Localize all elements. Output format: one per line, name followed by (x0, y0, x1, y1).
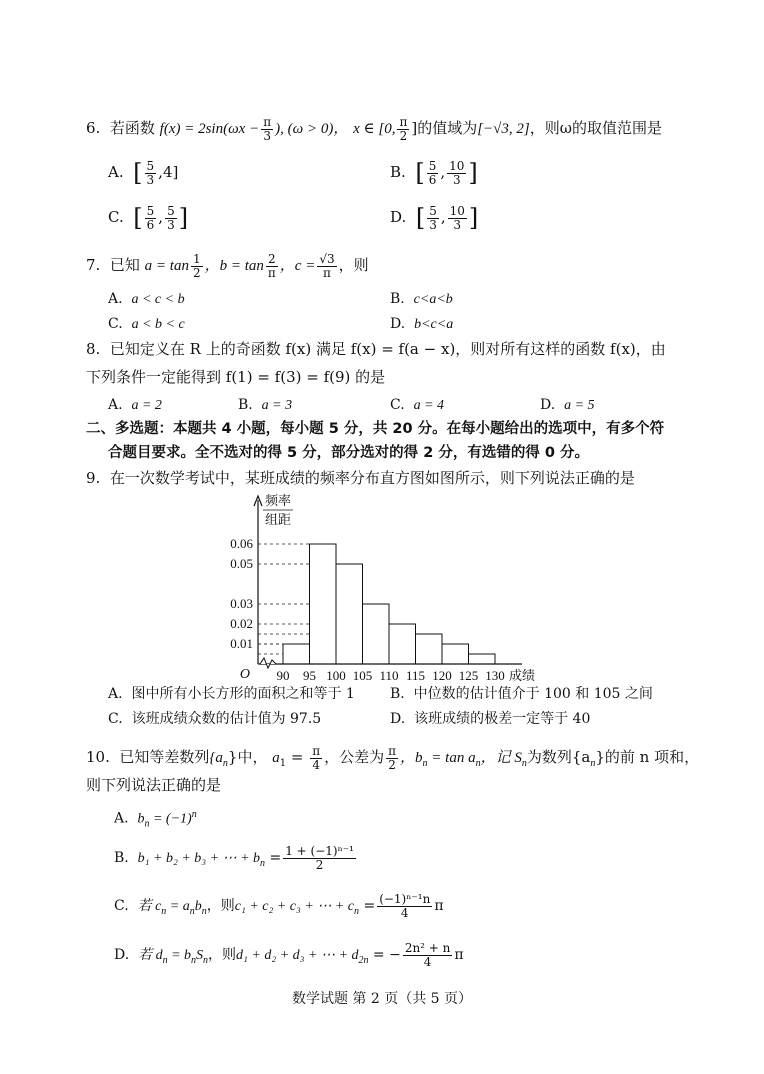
q6-stem: 6. 若函数 f(x) = 2sin(ωx − $\frac{\pi}{3}$ ), (ω > 0)， x ∈ [0, $\frac{\pi}{2}$ ]的值域为[−√3, 2]，则ω的取值范围是 (86, 115, 662, 143)
y-tick-label: 0.05 (230, 556, 253, 571)
x-tick-label: 120 (432, 668, 452, 683)
x-axis-label: 成绩 (509, 668, 536, 683)
q6-number: 6. (86, 119, 101, 138)
q9-option-a: A. 图中所有小长方形的面积之和等于 1 (108, 686, 355, 702)
q6-option-c: C. [ $\frac{5}{6}$ , $\frac{5}{3}$ ] (108, 204, 189, 233)
section-heading-line-2: 合题目要求。全不选对的得 5 分，部分选对的得 2 分，有选错的得 0 分。 (108, 445, 590, 461)
q6-option-b: B. [ $\frac{5}{6}$ , $\frac{10}{3}$ ] (390, 159, 478, 188)
q10-number: 10. (86, 748, 110, 767)
histogram-bar (416, 634, 443, 664)
q9-number: 9. (86, 469, 101, 487)
origin-label: O (239, 667, 250, 682)
y-tick-label: 0.03 (230, 596, 253, 611)
y-tick-label: 0.01 (230, 636, 253, 651)
q9-stem: 9. 在一次数学考试中，某班成绩的频率分布直方图如图所示，则下列说法正确的是 (86, 469, 635, 487)
q10-option-a: A. $b_n = (-1)^n$ (114, 809, 197, 830)
y-tick-label: 0.06 (230, 536, 253, 551)
q9-option-b: B. 中位数的估计值介于 100 和 105 之间 (390, 686, 653, 702)
histogram-bar (442, 644, 469, 664)
y-axis-label-bottom: 组距 (264, 512, 292, 527)
q7-option-b: B. c<a<b (390, 291, 453, 307)
q8-option-c: C. a = 4 (390, 397, 445, 413)
q10-option-d: D. 若 $d_n = b_nS_n$，则d₁ + d₂ + d₃ + ⋯ + $d_{2n}$ = − $\frac{\text{2n² + n}}{4}$ π (114, 941, 464, 969)
x-tick-label: 105 (352, 668, 373, 683)
page-footer: 数学试题 第 2 页（共 5 页） (291, 991, 473, 1007)
q10-option-c: C. 若 $c_n = a_nb_n$，则c₁ + c₂ + c₃ + ⋯ + $c_n$ = $\frac{\text{(−1)ⁿ⁻¹n}}{4}$ π (114, 892, 444, 920)
histogram-bar (389, 624, 416, 664)
q8-line-2: 下列条件一定能得到 f(1) = f(3) = f(9) 的是 (86, 368, 386, 386)
q7-option-d: D. b<c<a (390, 316, 454, 332)
q8-option-b: B. a = 3 (238, 397, 293, 413)
q8-option-a: A. a = 2 (108, 397, 162, 413)
histogram-bar (336, 564, 363, 664)
x-tick-label: 125 (458, 668, 479, 683)
q10-option-b: B. b₁ + b₂ + b₃ + ⋯ + $b_n$ = $\frac{\text{1 + (−1)ⁿ⁻¹}}{2}$ (114, 844, 354, 872)
x-tick-label: 95 (303, 668, 316, 683)
x-tick-label: 100 (326, 668, 346, 683)
q7-number: 7. (86, 256, 101, 275)
q10-line-1: 10. 已知等差数列$\{a_n\}$中， $a_1$ = $\frac{\pi}{4}$ ，公差为 $\frac{\pi}{2}$ ，$b_n = \tan a_n$，记 $S_n$为数列$\{a_n\}$的前 n 项和， (86, 744, 700, 772)
x-tick-label: 115 (405, 668, 426, 683)
q9-option-d: D. 该班成绩的极差一定等于 40 (390, 711, 591, 727)
q7-option-c: C. a < b < c (108, 316, 185, 332)
y-axis-label-top: 频率 (264, 493, 292, 508)
q8-line-1: 8. 已知定义在 R 上的奇函数 f(x) 满足 f(x) = f(a − x)，则对所有这样的函数 f(x)，由 (86, 340, 666, 358)
histogram-bar (469, 654, 496, 664)
x-tick-label: 130 (485, 668, 505, 683)
y-tick-label: 0.02 (230, 616, 253, 631)
x-tick-label: 90 (276, 668, 290, 683)
q9-option-c: C. 该班成绩众数的估计值为 97.5 (108, 711, 322, 727)
q7-option-a: A. a < c < b (108, 291, 185, 307)
histogram-bar (283, 644, 310, 664)
q6-option-a: A. [ $\frac{5}{3}$ ,4] (108, 159, 179, 188)
histogram-bar (363, 604, 390, 664)
q6-option-d: D. [ $\frac{5}{3}$ , $\frac{10}{3}$ ] (390, 204, 479, 233)
q10-line-2: 则下列说法正确的是 (86, 776, 222, 794)
q7-stem: 7. 已知 a = tan $\frac{1}{2}$ ，b = tan $\frac{2}{\pi}$ ，c = $\frac{√3}{\pi}$ ，则 (86, 252, 369, 280)
x-tick-label: 110 (379, 668, 399, 683)
section-heading-line-1: 二、多选题：本题共 4 小题，每小题 5 分，共 20 分。在每小题给出的选项中，有多个符 (86, 421, 665, 437)
q8-option-d: D. a = 5 (540, 397, 595, 413)
histogram-bar (310, 544, 337, 664)
axis-break (260, 658, 276, 668)
q8-number: 8. (86, 340, 101, 358)
